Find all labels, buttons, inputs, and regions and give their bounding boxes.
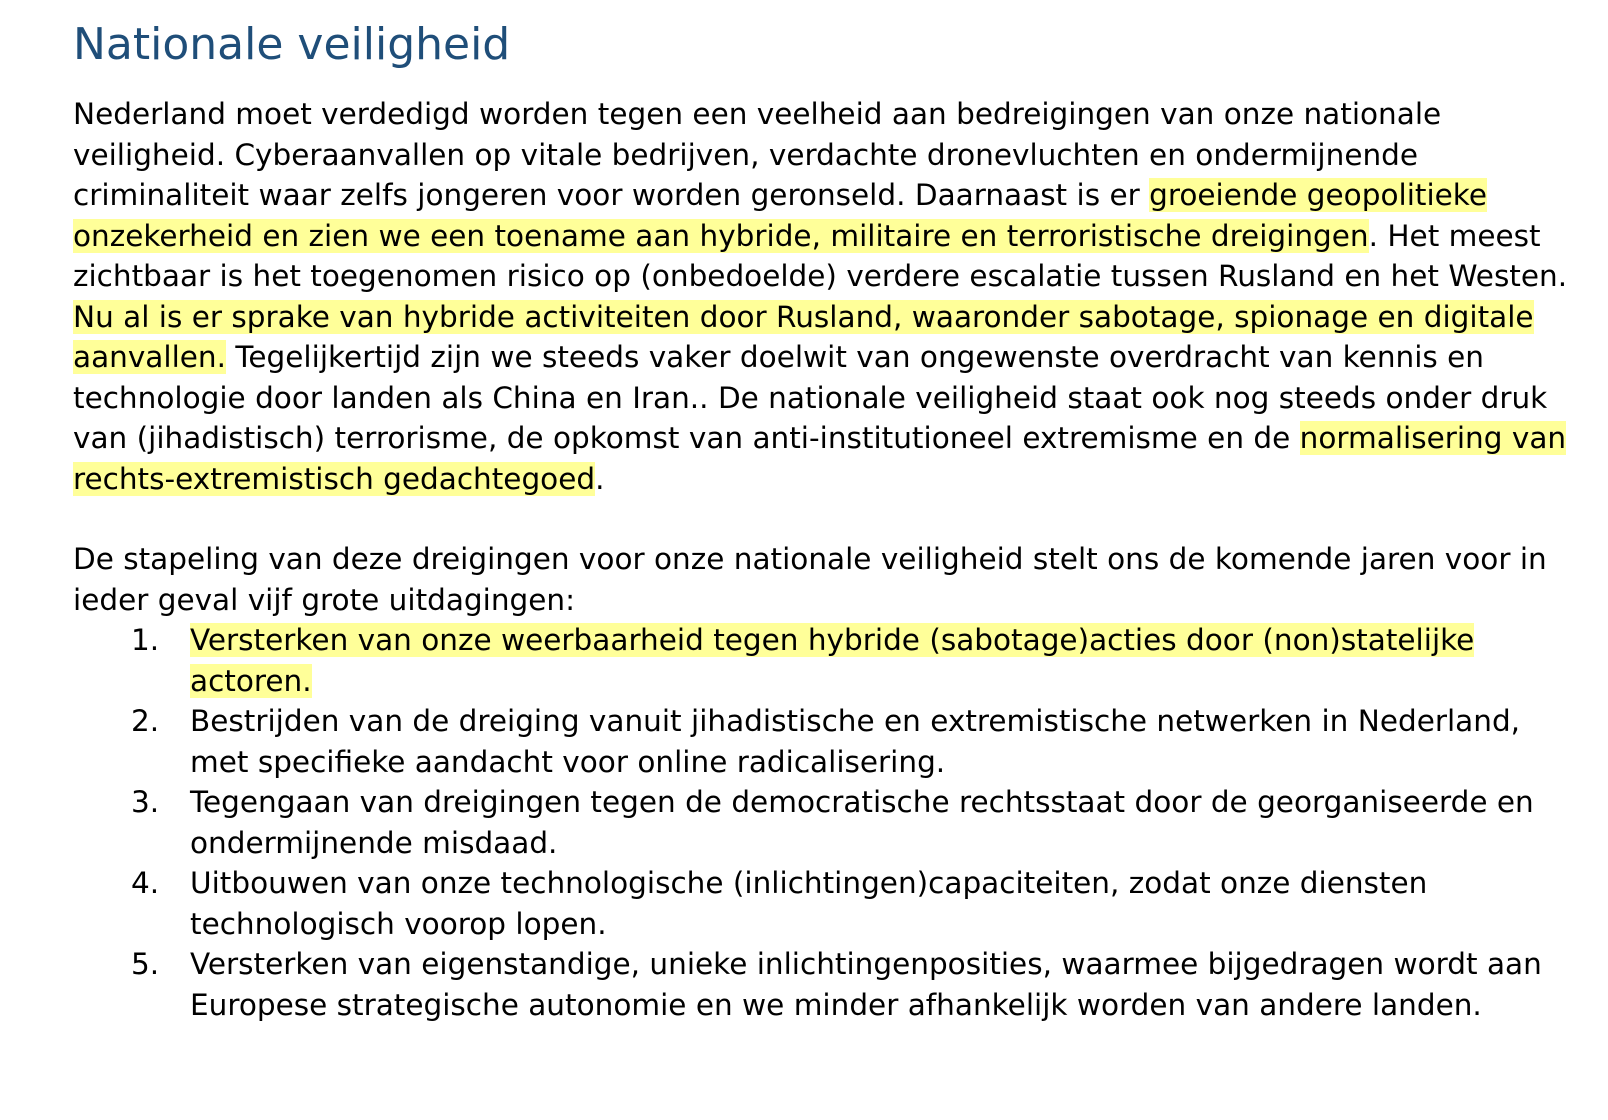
intro-text-1: Nederland moet verdedigd worden tegen een veelheid aan bedreigingen van onze nationale veiligheid. Cyberaanvallen op vitale bedrijven, verdachte dronevluchten en ondermijnende criminaliteit waar zelfs jongeren voor worden geronseld. Daarnaast is er	[73, 97, 1442, 212]
list-item	[73, 782, 1573, 863]
list-number: 5.	[131, 947, 160, 981]
list-number: 4.	[131, 866, 160, 900]
intro-text-2: . Het meest zichtbaar is het toegenomen risico op (onbedoelde) verdere escalatie tussen Rusland en het Westen.	[73, 218, 1568, 293]
list-item	[73, 620, 1573, 701]
paragraph-spacer	[73, 499, 1573, 539]
list-number: 3.	[131, 785, 160, 819]
lead-paragraph: De stapeling van deze dreigingen voor onze nationale veiligheid stelt ons de komende jaren voor in ieder geval vijf grote uitdagingen:	[73, 542, 1547, 617]
list-item	[73, 863, 1573, 944]
challenges-list	[73, 620, 1573, 1025]
list-item	[73, 701, 1573, 782]
list-item-text: Tegengaan van dreigingen tegen de democratische rechtsstaat door de georganiseerde en ondermijnende misdaad.	[190, 785, 1534, 860]
list-number: 1.	[131, 623, 160, 657]
list-number: 2.	[131, 704, 160, 738]
highlight-geopolitiek: groeiende geopolitieke onzekerheid en zien we een toename aan hybride, militaire en terroristische dreigingen	[73, 178, 1487, 253]
intro-paragraph	[73, 94, 1573, 499]
intro-text-3: Tegelijkertijd zijn we steeds vaker doelwit van ongewenste overdracht van kennis en technologie door landen als China en Iran.. De nationale veiligheid staat ook nog steeds onder druk van (jihadistisch) terrorisme, de opkomst van anti-institutioneel extremisme en de	[73, 340, 1548, 455]
highlight-rusland: Nu al is er sprake van hybride activiteiten door Rusland, waaronder sabotage, spionage en digitale aanvallen.	[73, 299, 1534, 374]
list-item	[73, 944, 1573, 1025]
list-item-text: Versterken van onze weerbaarheid tegen hybride (sabotage)acties door (non)statelijke actoren.	[190, 623, 1475, 698]
highlight-rechts-extremisme: normalisering van rechts-extremistisch gedachtegoed	[73, 421, 1567, 496]
section-title: Nationale veiligheid	[73, 19, 511, 70]
document	[73, 16, 1573, 1025]
list-item-text: Bestrijden van de dreiging vanuit jihadistische en extremistische netwerken in Nederland, met specifieke aandacht voor online radicalisering.	[190, 704, 1521, 779]
list-item-text: Uitbouwen van onze technologische (inlichtingen)capaciteiten, zodat onze diensten technologisch voorop lopen.	[190, 866, 1428, 941]
list-item-text: Versterken van eigenstandige, unieke inlichtingenposities, waarmee bijgedragen wordt aan Europese strategische autonomie en we minder afhankelijk worden van andere landen.	[190, 947, 1542, 1022]
intro-text-4: .	[595, 461, 605, 496]
